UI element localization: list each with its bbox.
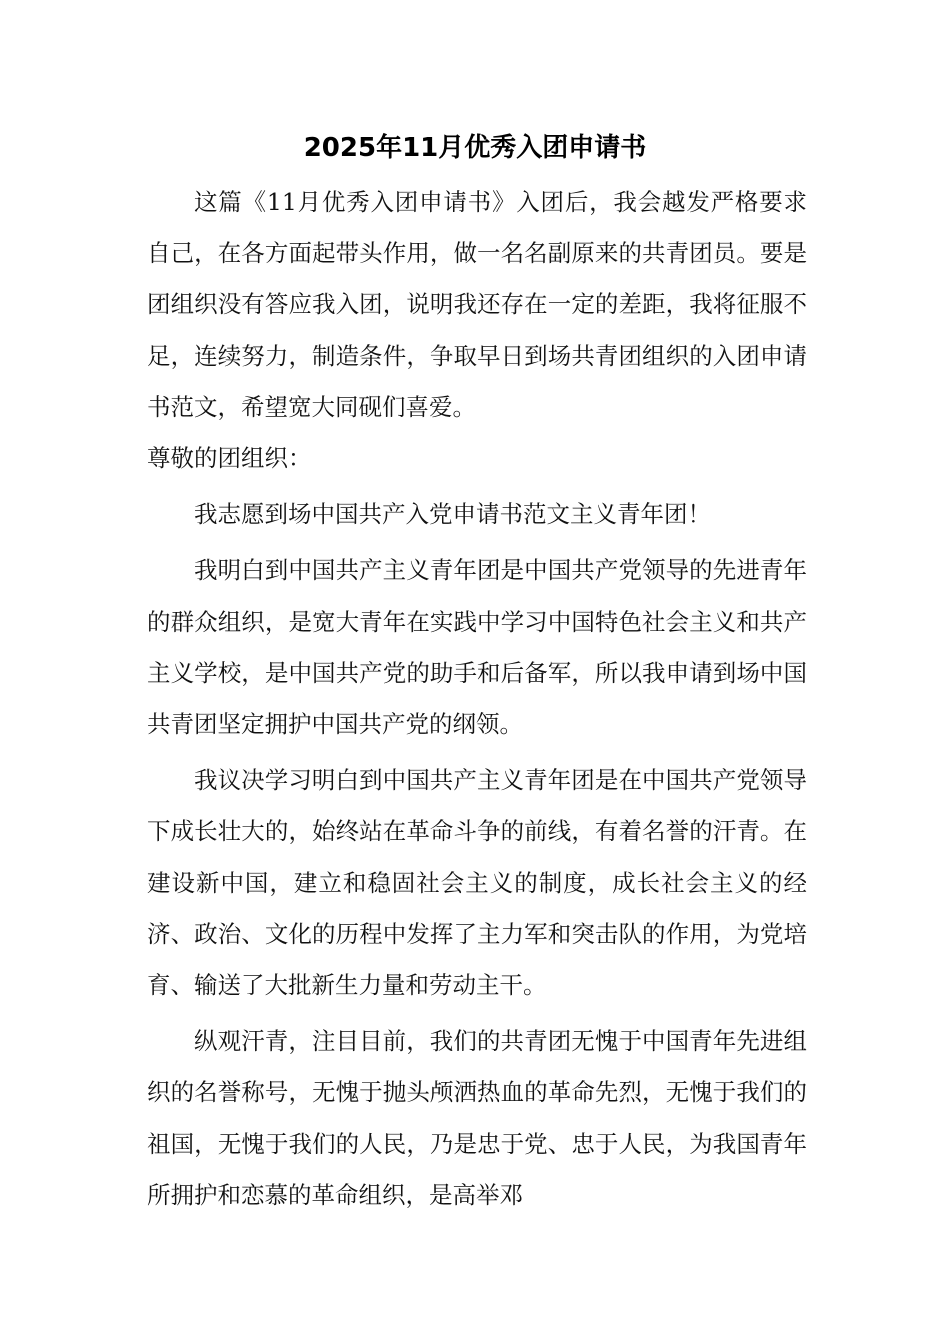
body-paragraph: 我明白到中国共产主义青年团是中国共产党领导的先进青年的群众组织，是宽大青年在实践中学习中国特色社会主义和共产主义学校，是中国共产党的助手和后备军，所以我申请到场中国共青团坚定拥护中国共产党的纲领。 (147, 556, 807, 739)
intro-paragraph: 这篇《11月优秀入团申请书》入团后，我会越发严格要求自己，在各方面起带头作用，做一名名副原来的共青团员。要是团组织没有答应我入团，说明我还存在一定的差距，我将征服不足，连续努力，制造条件，争取早日到场共青团组织的入团申请书范文，希望宽大同砚们喜爱。 (147, 188, 807, 421)
document-body (147, 177, 807, 1221)
salutation: 尊敬的团组织： (147, 444, 312, 473)
document-title: 2025年11月优秀入团申请书 (303, 133, 647, 163)
body-paragraph: 我志愿到场中国共产入党申请书范文主义青年团！ (194, 500, 711, 529)
body-paragraph: 纵观汗青，注目目前，我们的共青团无愧于中国青年先进组织的名誉称号，无愧于抛头颅洒热血的革命先烈，无愧于我们的祖国，无愧于我们的人民，乃是忠于党、忠于人民，为我国青年所拥护和恋慕的革命组织，是高举邓 (147, 1027, 807, 1209)
body-paragraph: 我议决学习明白到中国共产主义青年团是在中国共产党领导下成长壮大的，始终站在革命斗争的前线，有着名誉的汗青。在建设新中国，建立和稳固社会主义的制度，成长社会主义的经济、政治、文化的历程中发挥了主力军和突击队的作用，为党培育、输送了大批新生力量和劳动主干。 (147, 766, 807, 1000)
